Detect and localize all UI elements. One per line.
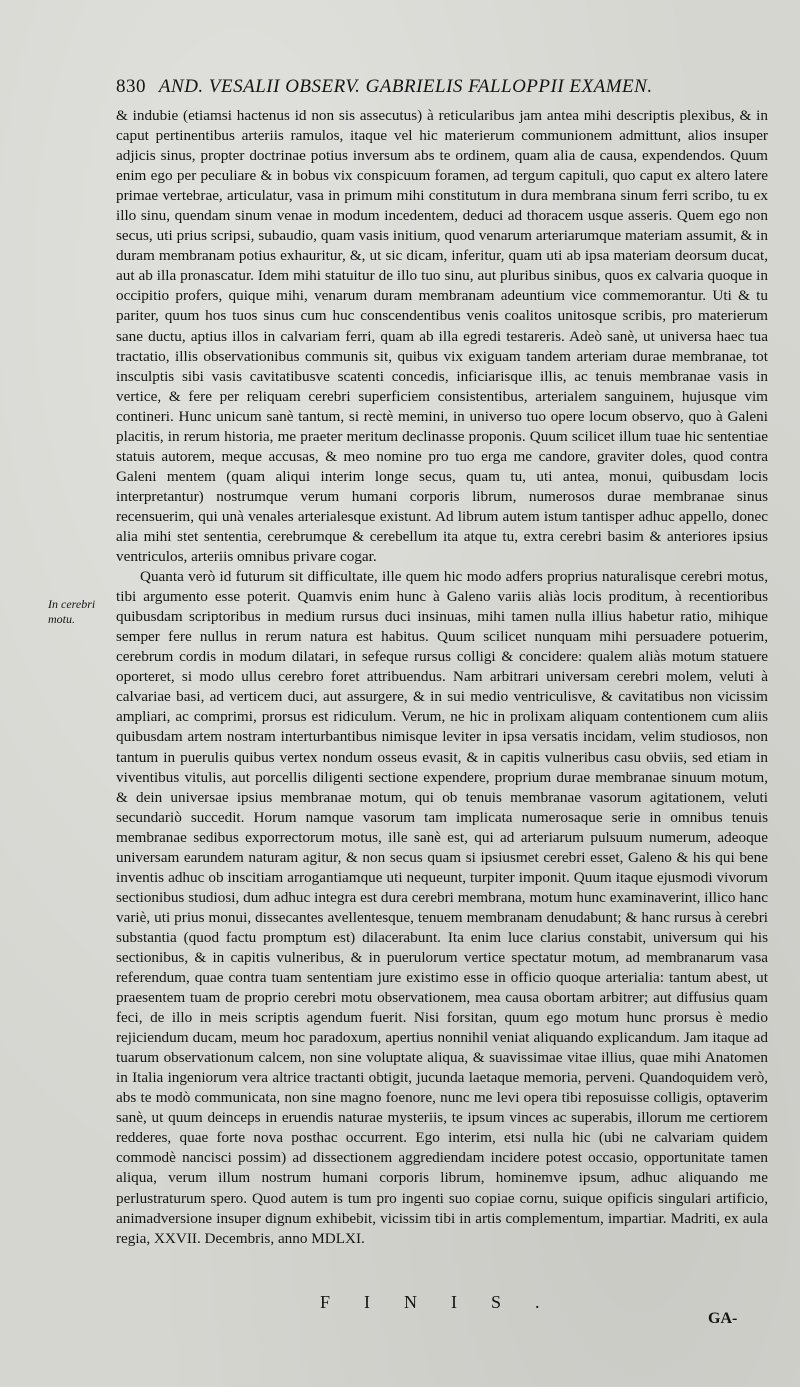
- finis-word: FINIS.: [320, 1292, 574, 1312]
- text-body: [116, 106, 768, 1249]
- margin-note: In cerebri motu.: [48, 597, 96, 626]
- running-title: AND. VESALII OBSERV. GABRIELIS FALLOPPII EXAMEN.: [158, 76, 653, 97]
- page-number: 830: [116, 76, 146, 97]
- catchword: GA-: [708, 1310, 738, 1327]
- paragraph-2: Quanta verò id futurum sit difficultate, ille quem hic modo adfers proprius naturalisque cerebri motus, tibi argumento esse poterit. Quamvis enim hunc à Galeno variis aliàs locis proditum, à recentioribus quibusdam scriptoribus in medium rursus duci insinuas, mihi tamen nulla illius habetur ratio, mihique semper fere nullus in rerum natura est habitus. Quum scilicet nunquam mihi persuadere potuerim, cerebrum cordis in modum dilatari, in sefeque rursus colligi & concidere: qualem aliàs motum statuere oporteret, si modo ullus cerebro foret attribuendus. Nam arbitrari universam cerebri molem, veluti à calvariae basi, ad verticem duci, aut assurgere, & in sui medio ventriculisve, & cavitatibus non vicissim ampliari, ac comprimi, prorsus est ridiculum. Verum, ne hic in prolixam aliquam contentionem cum aliis quibusdam artem nostram interturbantibus nimisque leviter in ipsa versatis incidam, velim studiosos, non tantum in puerulis quibus vertex nondum osseus evasit, & in capitis vulneribus casu obviis, sed etiam in viventibus vitulis, aut porcellis diligenti sectione expendere, proprium durae membranae sinuum motum, & dein universae ipsius membranae motum, qui ob tenuis membranae vasorum agitationem, veluti secundariò succedit. Horum namque vasorum tam implicata numerosaque serie in omnibus tenuis membranae sedibus exporrectorum motus, ille sanè est, qui ad arteriarum pulsuum numerum, adeoque universam earundem naturam agitur, & non secus quam si ipsiusmet cerebri esset, Galeno & his qui bene inventis adhuc ob inscitiam arrogantiamque uti nequeunt, turpiter imponit. Quum itaque ejusmodi vivorum sectionibus studiosi, dum adhuc integra est dura cerebri membrana, motum hunc examinaverint, illico hanc variè, uti prius monui, dissecantes avellentesque, tenuem membranam denudabunt; & hanc rursus à cerebri substantia (quod factu promptum est) dilacerabunt. Ita enim luce clarius constabit, universum qui his sectionibus, & in capitis vulneribus, & in puerulorum vertice spectatur motum, ad membranarum vasa referendum, quae contra tuam sententiam jure existimo esse in officio quoque arterialia: tantum abest, ut praesentem tuam de proprio cerebri motu observationem, mea causa obortam arbitrer; aut diffusius quam feci, de illo in meis scriptis agendum fuerit. Nisi forsitan, quum ego motum hunc prorsus è medio rejiciendum ducam, meum hoc paradoxum, apertius nonnihil veniat aliquando explicandum. Jam itaque ad tuarum observationum calcem, non sine voluptate aliqua, & suavissimae vitae illius, quae mihi Anatomen in Italia ingeniorum vera altrice tractanti obtigit, jucunda laetaque memoria, perveni. Quandoquidem verò, abs te modò communicata, non sine magno foenore, nunc me levi opera tibi reposuisse colligis, optaverim sanè, ut quum deinceps in eruendis naturae mysteriis, te ipsum vinces ac superabis, illorum me certiorem redderes, quae forte nova posthac occurrent. Ego interim, etsi nulla hic (ubi ne calvariam quidem commodè nancisci possim) ad dissectionem aggrediendam incidere potest occasio, opportunitate tamen aliqua, verum illum nostrum humani corporis librum, hominemve ipsum, adhuc aliquando me perlustraturum spero. Quod autem is tum pro ingenti suo copiae cornu, suique opificis singulari artificio, animadversione insuper dignum exhibebit, vicissim tibi in artis complementum, impartiar. Madriti, ex aula regia, XXVII. Decembris, anno MDLXI.: [116, 568, 768, 1247]
- running-header: [116, 76, 756, 98]
- paragraph-1: & indubie (etiamsi hactenus id non sis assecutus) à reticularibus jam antea mihi descriptis plexibus, & in caput pertinentibus arteriis ramulos, itaque vel hic materierum communionem admittunt, alios insuper adjicis sinus, propter doctrinae potius inversum abs te ordinem, quam alia de causa, expendendos. Quum enim ego per peculiare & in bobus vix conspicuum foramen, ad tergum capituli, quo caput ex altero latere primae vertebrae, articulatur, vasa in primum mihi constitutum in dura membrana sinum ferri scribo, tu ex illo sinu, quendam sinum venae in modum incedentem, deduci ad thoracem usque asseris. Quem ego non secus, uti prius scripsi, subaudio, quam vasis initium, quod venarum arteriarumque materiam assumit, & in duram membranam potius exhauritur, &, ut sic dicam, inferitur, quam uti ab ipsa materiam deorsum ducat, aut ab illa pronascatur. Idem mihi statuitur de illo tuo sinu, aut pluribus sinibus, quos ex calvaria quoque in occipitio profers, quique mihi, venarum duram membranam adeuntium vice commemorantur. Uti & tu pariter, quum hos tuos sinus cum huc conscendentibus venis coalitos unitosque scribis, pro materierum sane ductu, aptius illos in calvariam ferri, quam ab illa egredi testareris. Adeò sanè, ut universa haec tua tractatio, illis observationibus communis sit, quibus vix exiguam tandem arteriam durae membranae, tot insculptis sibi vasis cavitatibusve scatenti concedis, inficiarisque illis, ac tenuis membranae vasis in vertice, & fere per reliquam cerebri superficiem consistentibus, arterialem sanguinem, hujusque vim contineri. Hunc unicum sanè tantum, si rectè memini, in universo tuo opere locum observo, quo à Galeni placitis, in rerum historia, me praeter meritum declinasse proponis. Quum scilicet illum tuae hic sententiae statuis autorem, meque accusas, & meo nomine pro tuo erga me candore, graviter doles, quod contra Galeni mentem (quam aliqui interim longe secus, quam tu, uti antea, monui, quibusdam locis interpretantur) nostrumque verum humani corporis librum, numerosos durae membranae sinus recensuerim, qui unà venales arterialesque existunt. Ad librum autem istum tantisper adhuc appello, donec alia mihi stet sententia, cerebrumque & cerebellum ita atque tu, extra cerebri basim & anteriores ipsius ventriculos, arteriis omnibus privare cogar.: [116, 107, 768, 566]
